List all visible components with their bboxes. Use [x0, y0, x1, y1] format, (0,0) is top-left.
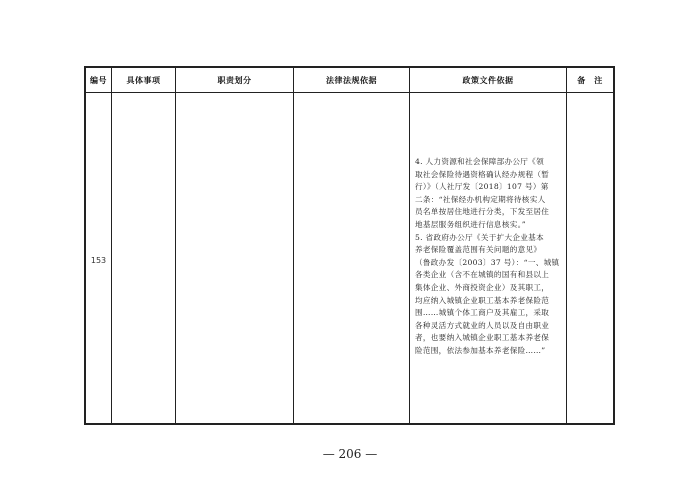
policy-line: 地基层服务组织进行信息核实。” — [415, 219, 526, 229]
column-divider — [566, 66, 567, 425]
header-number: 编号 — [90, 75, 107, 85]
policy-line: 5. 省政府办公厅《关于扩大企业基本 — [415, 232, 544, 242]
policy-line: 险范围，依法参加基本养老保险……” — [415, 345, 546, 355]
policy-line: 集体企业、外商投资企业）及其职工， — [415, 282, 550, 292]
column-divider — [175, 66, 176, 425]
row-number: 153 — [90, 255, 107, 265]
policy-line: 各类企业（含不在城镇的国有和县以上 — [415, 270, 550, 280]
policy-line: 养老保险覆盖范围有关问题的意见》 — [415, 245, 542, 255]
policy-line: 取社会保险待遇资格确认经办规程（暂 — [415, 169, 550, 179]
policy-line: 均应纳入城镇企业职工基本养老保险范 — [415, 295, 550, 305]
table-right-border — [613, 66, 615, 425]
column-divider — [111, 66, 112, 425]
header-legal-basis: 法律法规依据 — [326, 75, 377, 85]
policy-line: 二条：“社保经办机构定期将待核实人 — [415, 194, 546, 204]
header-remarks: 备 注 — [577, 75, 603, 85]
header-policy-basis: 政策文件依据 — [462, 75, 514, 85]
header-specific-item: 具体事项 — [126, 75, 161, 85]
page-number: — 206 — — [322, 447, 378, 461]
column-divider — [293, 66, 294, 425]
policy-line: 行）》（人社厅发〔2018〕107 号）第 — [415, 182, 549, 192]
policy-line: 者，也要纳入城镇企业职工基本养老保 — [415, 333, 550, 343]
policy-line: （鲁政办发〔2003〕37 号）：“一、城镇 — [415, 257, 560, 267]
policy-line: 各种灵活方式就业的人员以及自由职业 — [415, 320, 550, 330]
policy-line: 员名单按居住地进行分类，下发至居住 — [415, 207, 550, 217]
policy-basis-text — [415, 156, 561, 358]
policy-line: 4. 人力资源和社会保障部办公厅《领 — [415, 157, 544, 166]
policy-line: 围……城镇个体工商户及其雇工，采取 — [415, 308, 550, 318]
table-left-border — [84, 66, 86, 425]
header-divider — [84, 92, 614, 93]
table-bottom-border — [84, 423, 614, 425]
column-divider — [409, 66, 410, 425]
header-responsibility: 职责划分 — [217, 75, 252, 85]
